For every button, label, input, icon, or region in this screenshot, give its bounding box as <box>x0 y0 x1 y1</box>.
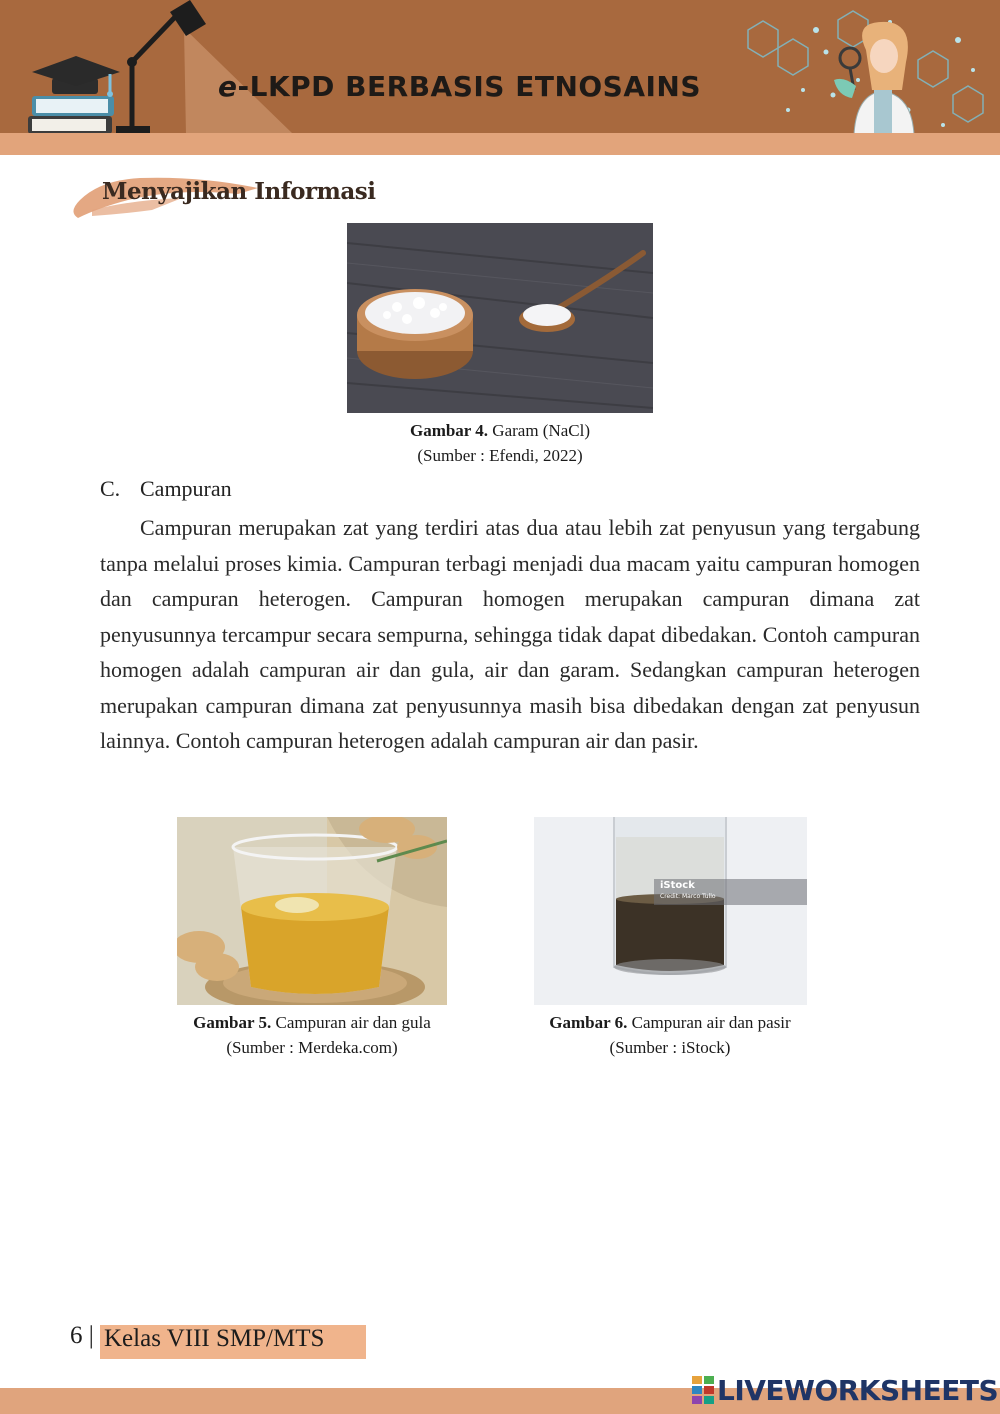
sand-water-photo <box>534 817 807 1005</box>
liveworksheets-grid-icon <box>692 1376 714 1404</box>
desk-lamp-icon <box>112 0 292 135</box>
salt-photo <box>347 223 653 413</box>
liveworksheets-logo[interactable] <box>692 1372 998 1408</box>
page-number: 6 | <box>70 1322 94 1349</box>
sugar-water-photo <box>177 817 447 1005</box>
scientist-illustration <box>826 20 926 135</box>
header-bar <box>0 0 1000 135</box>
figure-6-caption: Gambar 6. Campuran air dan pasir (Sumber : iStock) <box>549 1013 791 1057</box>
figure-4-caption: Gambar 4. Garam (NaCl) (Sumber : Efendi, 2022) <box>409 421 591 465</box>
figure-5-caption: Gambar 5. Campuran air dan gula (Sumber : Merdeka.com) <box>193 1013 431 1057</box>
class-label: Kelas VIII SMP/MTS <box>100 1325 366 1359</box>
istock-credit: Credit: Marco Tullo <box>660 893 716 900</box>
section-title: Menyajikan Informasi <box>102 178 376 205</box>
header-band <box>0 133 1000 155</box>
istock-watermark: iStock <box>660 880 695 891</box>
header-title: e-LKPD BERBASIS ETNOSAINS <box>218 70 702 103</box>
subsection-heading: C. Campuran <box>100 476 232 501</box>
liveworksheets-text: LIVEWORKSHEETS <box>717 1373 999 1407</box>
body-paragraph: Campuran merupakan zat yang terdiri atas dua atau lebih zat penyusun yang tergabung tanpa melalui proses kimia. Campuran terbagi menjadi dua macam yaitu campuran homogen dan campuran heterogen. Campuran homogen merupakan campuran dimana zat penyusunnya tercampur secara sempurna, sehingga tidak dapat dibedakan. Contoh campuran homogen adalah campuran air dan gula, air dan garam. Sedangkan campuran heterogen merupakan campuran dimana zat penyusunnya masih bisa dibedakan dengan zat penyusun lainnya. Contoh campuran heterogen adalah campuran air dan pasir. <box>100 515 920 753</box>
books-graduation-cap-icon <box>22 50 122 138</box>
